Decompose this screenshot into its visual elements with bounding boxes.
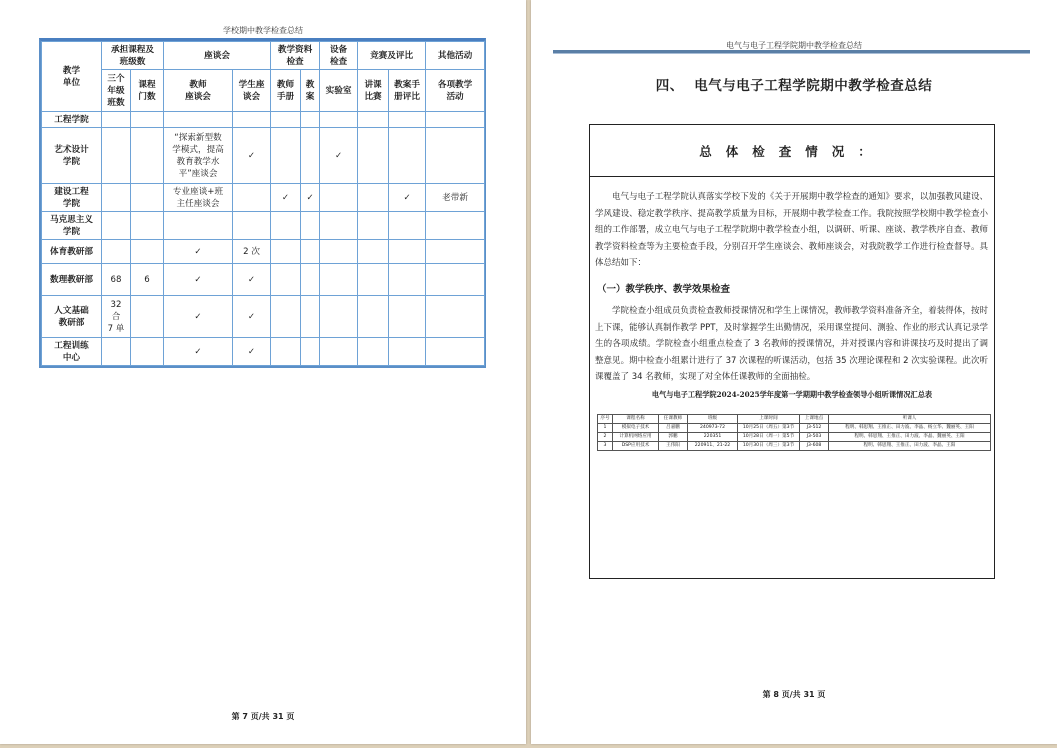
cell-lecture-contest — [358, 128, 389, 184]
box-heading: 总体检查情况： — [590, 125, 994, 177]
cell-activities — [426, 240, 485, 264]
sub-table-cell: 10月30日（周三）第3节 — [738, 442, 800, 451]
sub-header-cell: 序号 — [598, 415, 613, 424]
sub-table-cell: 220911、21-22 — [688, 442, 738, 451]
cell-plan-contest — [389, 240, 426, 264]
intro-paragraph: 电气与电子工程学院认真落实学校下发的《关于开展期中教学检查的通知》要求，以加强教风建设、学风建设、稳定教学秩序、提高教学质量为目标，开展期中教学检查工作。我院按照学校期中教学检查小组的工作部署，成立电气与电子工程学院期中教学检查小组，以调研、听课、座谈、教学秩序自查、教师教学资料检查等为主要检查手段，分别召开学生座谈会、教师座谈会，对我院教学工作进行检查督导。具体总结如下： — [595, 192, 988, 268]
cell-lab — [320, 264, 358, 296]
sub-table-cell: J3-503 — [800, 433, 829, 442]
cell-grade-classes: 32 合 7 单 — [102, 296, 131, 338]
cell-teacher-manual — [271, 296, 301, 338]
page-7 — [0, 0, 526, 744]
cell-unit: 工程训练 中心 — [42, 338, 102, 366]
cell-teacher-manual — [271, 264, 301, 296]
cell-grade-classes — [102, 128, 131, 184]
header-lab: 实验室 — [320, 70, 358, 112]
cell-lesson-plan — [301, 264, 320, 296]
cell-unit: 工程学院 — [42, 112, 102, 128]
cell-plan-contest — [389, 128, 426, 184]
cell-lab — [320, 296, 358, 338]
table-row — [42, 184, 485, 212]
cell-grade-classes — [102, 240, 131, 264]
sub-table-cell: 220351 — [688, 433, 738, 442]
cell-course-count — [131, 184, 164, 212]
cell-plan-contest — [389, 296, 426, 338]
page-8 — [531, 0, 1057, 744]
header-materials: 教学资料 检查 — [271, 42, 320, 70]
header-student-forum: 学生座 谈会 — [233, 70, 271, 112]
cell-lab — [320, 338, 358, 366]
sub-table-cell: 程明、韩思翔、王推正、田力波、李晶、魏丽英、王阳 — [829, 433, 991, 442]
inspection-rows — [42, 112, 485, 366]
sub-table-cell: J3-608 — [800, 442, 829, 451]
sub-table-cell: 程明、韩思翔、王推正、田力波、李晶、王阳 — [829, 442, 991, 451]
section1-heading: （一）教学秩序、教学效果检查 — [597, 284, 731, 295]
cell-teacher-forum: ✓ — [164, 338, 233, 366]
cell-student-forum — [233, 212, 271, 240]
cell-student-forum — [233, 112, 271, 128]
inspection-table-frame — [39, 38, 486, 368]
cell-teacher-manual: ✓ — [271, 184, 301, 212]
header-unit: 教学 单位 — [42, 42, 102, 112]
cell-lab — [320, 240, 358, 264]
sub-table-cell: 吕嘉鹏 — [659, 424, 688, 433]
cell-course-count — [131, 128, 164, 184]
cell-grade-classes — [102, 338, 131, 366]
header-teacher-forum: 教师 座谈会 — [164, 70, 233, 112]
header-course-count: 课程 门数 — [131, 70, 164, 112]
cell-lab — [320, 184, 358, 212]
header-forum: 座谈会 — [164, 42, 271, 70]
cell-plan-contest — [389, 212, 426, 240]
cell-student-forum: ✓ — [233, 128, 271, 184]
cell-unit: 建设工程 学院 — [42, 184, 102, 212]
lecture-observation-table — [597, 414, 991, 451]
sub-table-cell: 3 — [598, 442, 613, 451]
sub-table-cell: 240973-72 — [688, 424, 738, 433]
cell-teacher-forum: ✓ — [164, 240, 233, 264]
cell-activities — [426, 212, 485, 240]
sub-header-cell: 任课教师 — [659, 415, 688, 424]
cell-lab — [320, 112, 358, 128]
section-title: 四、 电气与电子工程学院期中教学检查总结 — [655, 78, 933, 94]
cell-plan-contest — [389, 264, 426, 296]
cell-lab — [320, 212, 358, 240]
sub-table-body — [598, 424, 991, 451]
cell-course-count: 6 — [131, 264, 164, 296]
cell-lesson-plan: ✓ — [301, 184, 320, 212]
cell-lesson-plan — [301, 212, 320, 240]
sub-table-cell: 程明、韩思翔、王推正、田力波、李晶、杨立华、魏丽英、王阳 — [829, 424, 991, 433]
cell-student-forum: ✓ — [233, 296, 271, 338]
cell-course-count — [131, 240, 164, 264]
header-plan-contest: 教案手 册评比 — [389, 70, 426, 112]
sub-header-cell: 上课地点 — [800, 415, 829, 424]
sub-table-cell: 10月28日（周一）第5节 — [738, 433, 800, 442]
cell-course-count — [131, 296, 164, 338]
cell-course-count — [131, 212, 164, 240]
cell-unit: 体育教研部 — [42, 240, 102, 264]
header-contest: 竞赛及评比 — [358, 42, 426, 70]
cell-teacher-forum: “探索新型数 学模式，提高 教育教学水 平”座谈会 — [164, 128, 233, 184]
cell-activities — [426, 112, 485, 128]
sub-header-cell: 上课时间 — [738, 415, 800, 424]
sub-header-cell: 班级 — [688, 415, 738, 424]
sub-table-cell: 10月25日（周五）第3节 — [738, 424, 800, 433]
cell-activities — [426, 128, 485, 184]
cell-lesson-plan — [301, 128, 320, 184]
sub-header-cell: 听课人 — [829, 415, 991, 424]
cell-unit: 艺术设计 学院 — [42, 128, 102, 184]
header-activities: 各项教学 活动 — [426, 70, 485, 112]
table-row — [42, 296, 485, 338]
sub-header-cell: 课程名称 — [613, 415, 659, 424]
cell-student-forum — [233, 184, 271, 212]
cell-grade-classes: 68 — [102, 264, 131, 296]
cell-lab: ✓ — [320, 128, 358, 184]
sub-table-row — [598, 433, 991, 442]
cell-lesson-plan — [301, 296, 320, 338]
table-row — [42, 240, 485, 264]
cell-teacher-manual — [271, 240, 301, 264]
page-footer: 第 8 页/共 31 页 — [762, 690, 826, 699]
sub-table-cell: 1 — [598, 424, 613, 433]
cell-grade-classes — [102, 184, 131, 212]
cell-lecture-contest — [358, 240, 389, 264]
cell-lecture-contest — [358, 264, 389, 296]
cell-lecture-contest — [358, 338, 389, 366]
table-row — [42, 128, 485, 184]
header-rule — [553, 50, 1030, 54]
sub-table-row — [598, 442, 991, 451]
cell-activities — [426, 264, 485, 296]
cell-activities — [426, 296, 485, 338]
cell-teacher-forum: ✓ — [164, 264, 233, 296]
sub-table-cell: 计算机网络应用 — [613, 433, 659, 442]
sub-table-cell: 模拟电子技术 — [613, 424, 659, 433]
cell-activities — [426, 338, 485, 366]
cell-course-count — [131, 112, 164, 128]
page-footer: 第 7 页/共 31 页 — [231, 712, 295, 721]
cell-plan-contest: ✓ — [389, 184, 426, 212]
cell-teacher-manual — [271, 338, 301, 366]
cell-activities: 老带新 — [426, 184, 485, 212]
table-row — [42, 338, 485, 366]
cell-teacher-manual — [271, 128, 301, 184]
cell-lesson-plan — [301, 240, 320, 264]
cell-unit: 人文基础 教研部 — [42, 296, 102, 338]
cell-grade-classes — [102, 112, 131, 128]
cell-lecture-contest — [358, 296, 389, 338]
table-row — [42, 112, 485, 128]
cell-student-forum: ✓ — [233, 264, 271, 296]
cell-student-forum: ✓ — [233, 338, 271, 366]
sub-table-header — [598, 415, 991, 424]
cell-lesson-plan — [301, 112, 320, 128]
header-lecture-contest: 讲课 比赛 — [358, 70, 389, 112]
cell-teacher-forum — [164, 112, 233, 128]
cell-teacher-forum — [164, 212, 233, 240]
cell-lecture-contest — [358, 184, 389, 212]
cell-course-count — [131, 338, 164, 366]
cell-plan-contest — [389, 112, 426, 128]
header-lesson-plan: 教 案 — [301, 70, 320, 112]
cell-teacher-forum: 专业座谈+班 主任座谈会 — [164, 184, 233, 212]
sub-table-cell: DSP应用技术 — [613, 442, 659, 451]
sub-table-title: 电气与电子工程学院2024-2025学年度第一学期期中教学检查领导小组听课情况汇总表 — [651, 390, 933, 399]
cell-lecture-contest — [358, 112, 389, 128]
header-grade-classes: 三个 年级 班数 — [102, 70, 131, 112]
cell-teacher-forum: ✓ — [164, 296, 233, 338]
cell-lesson-plan — [301, 338, 320, 366]
cell-student-forum: 2 次 — [233, 240, 271, 264]
sub-table-cell: 郭鹏 — [659, 433, 688, 442]
inspection-summary-table — [41, 41, 485, 366]
running-header: 学校期中教学检查总结 — [223, 26, 303, 35]
table-row — [42, 264, 485, 296]
cell-lecture-contest — [358, 212, 389, 240]
cell-teacher-manual — [271, 112, 301, 128]
cell-grade-classes — [102, 212, 131, 240]
header-courses: 承担课程及 班级数 — [102, 42, 164, 70]
table-row — [42, 212, 485, 240]
header-teacher-manual: 教师 手册 — [271, 70, 301, 112]
sub-table-row — [598, 424, 991, 433]
sub-table-wrap — [597, 414, 990, 451]
cell-unit: 数理教研部 — [42, 264, 102, 296]
cell-teacher-manual — [271, 212, 301, 240]
sub-table-cell: 2 — [598, 433, 613, 442]
header-other: 其他活动 — [426, 42, 485, 70]
cell-plan-contest — [389, 338, 426, 366]
header-equipment: 设备 检查 — [320, 42, 358, 70]
section1-paragraph: 学院检查小组成员负责检查教师授课情况和学生上课情况，教师教学资料准备齐全，着装得体，按时上下课，能够认真制作教学 PPT，及时掌握学生出勤情况，采用课堂提问、测验、作业的形式认真记录学生的各项成绩。学院检查小组重点检查了 3 名教师的授课情况，并对授课内容和讲课技巧及时提出了调整意见。期中检查小组累计进行了 37 次课程的听课活动，包括 35 次理论课程和 2 次实验课程。此次听课覆盖了 34 名教师，实现了对全体任课教师的全面抽检。 — [595, 306, 988, 382]
sub-table-cell: 王伟阳 — [659, 442, 688, 451]
summary-box — [589, 124, 995, 579]
sub-table-cell: J3-512 — [800, 424, 829, 433]
running-header: 电气与电子工程学院期中教学检查总结 — [726, 41, 862, 50]
cell-unit: 马克思主义 学院 — [42, 212, 102, 240]
